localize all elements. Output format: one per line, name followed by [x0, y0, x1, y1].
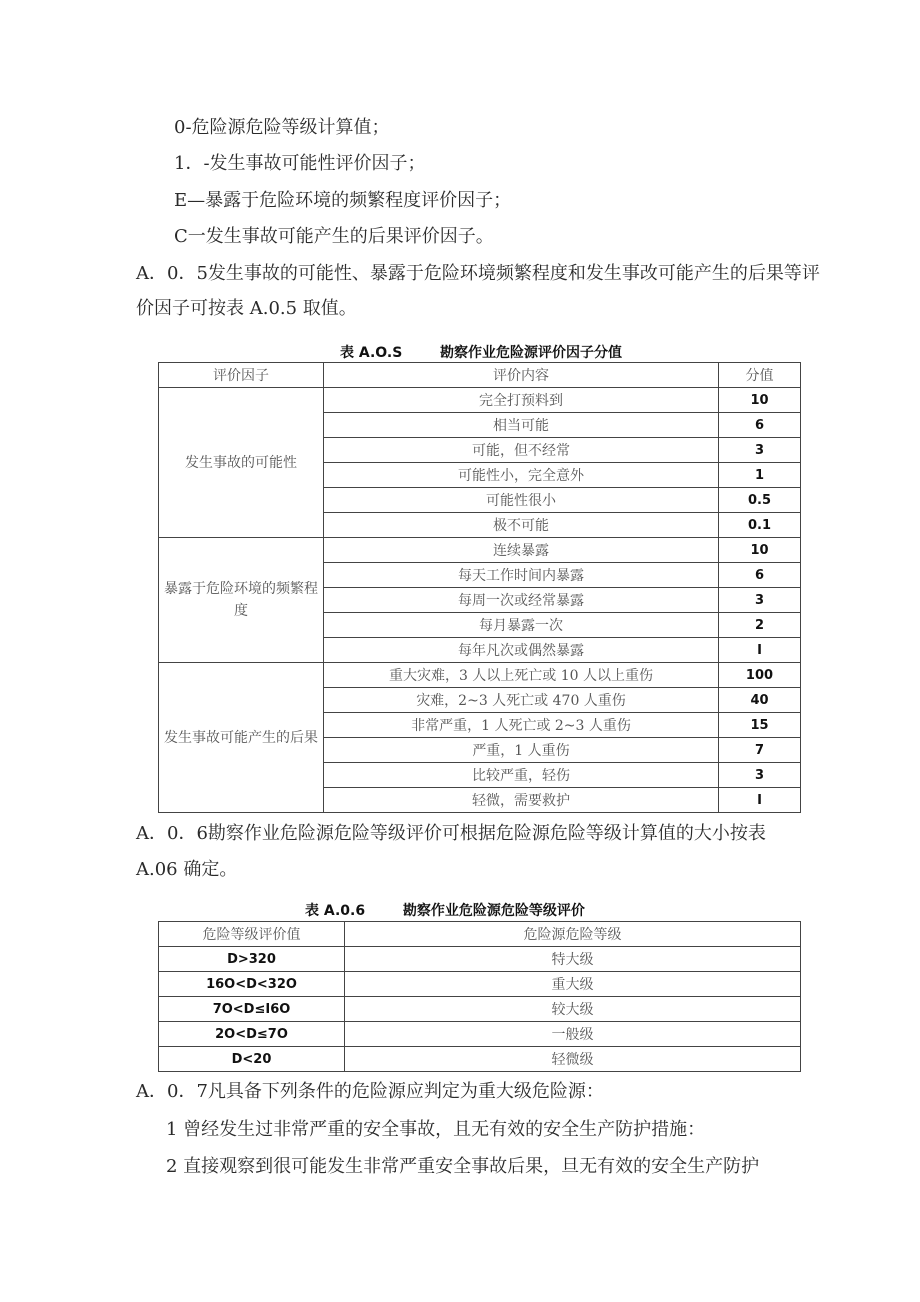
para-a06-line1: A．0．6勘察作业危险源危险等级评价可根据危险源危险等级计算值的大小按表	[136, 823, 766, 844]
definition-e: E—暴露于危险环境的频繁程度评价因子；	[174, 190, 512, 211]
content-cell: 轻微，需要救护	[324, 788, 719, 813]
table2-caption-number: 表 A.0.6	[305, 903, 366, 919]
definition-c: C一发生事故可能产生的后果评价因子。	[174, 226, 494, 247]
header-content: 评价内容	[324, 363, 719, 388]
eval-value-cell: 2O<D≤7O	[159, 1022, 345, 1047]
content-cell: 完全打预料到	[324, 388, 719, 413]
header-eval-value: 危险等级评价值	[159, 922, 345, 947]
content-cell: 可能，但不经常	[324, 438, 719, 463]
definition-d: 0-危险源危险等级计算值；	[174, 117, 390, 138]
eval-value-cell: 7O<D≤I6O	[159, 997, 345, 1022]
content-cell: 可能性很小	[324, 488, 719, 513]
table-row	[159, 388, 801, 413]
para-a07-item1: 1 曾经发生过非常严重的安全事故，且无有效的安全生产防护措施：	[166, 1119, 706, 1140]
score-cell: I	[719, 788, 801, 813]
score-cell: 2	[719, 613, 801, 638]
score-cell: 6	[719, 563, 801, 588]
score-cell: 7	[719, 738, 801, 763]
para-a05-line2: 价因子可按表 A.0.5 取值。	[136, 298, 357, 319]
table-row	[159, 972, 801, 997]
score-cell: 0.5	[719, 488, 801, 513]
score-cell: I	[719, 638, 801, 663]
table-row	[159, 997, 801, 1022]
eval-value-cell: D>320	[159, 947, 345, 972]
table2-caption	[305, 900, 585, 920]
para-a05-line1: A．0．5发生事故的可能性、暴露于危险环境频繁程度和发生事改可能产生的后果等评	[136, 263, 820, 284]
para-a07-item2: 2 直接观察到很可能发生非常严重安全事故后果，旦无有效的安全生产防护	[166, 1156, 760, 1177]
content-cell: 重大灾难，3 人以上死亡或 10 人以上重伤	[324, 663, 719, 688]
score-cell: 3	[719, 588, 801, 613]
content-cell: 每年凡次或偶然暴露	[324, 638, 719, 663]
content-cell: 每月暴露一次	[324, 613, 719, 638]
hazard-level-cell: 一般级	[345, 1022, 801, 1047]
table1-caption-title: 勘察作业危险源评价因子分值	[440, 345, 623, 361]
content-cell: 每天工作时间内暴露	[324, 563, 719, 588]
score-cell: 100	[719, 663, 801, 688]
hazard-level-cell: 轻微级	[345, 1047, 801, 1072]
para-a06-line2: A.06 确定。	[136, 859, 238, 880]
content-cell: 相当可能	[324, 413, 719, 438]
factor-likelihood: 发生事故的可能性	[159, 388, 324, 538]
content-cell: 极不可能	[324, 513, 719, 538]
content-cell: 比较严重，轻伤	[324, 763, 719, 788]
hazard-level-table	[158, 921, 801, 1072]
table-row	[159, 1022, 801, 1047]
score-cell: 10	[719, 538, 801, 563]
hazard-level-cell: 重大级	[345, 972, 801, 997]
table1-caption	[340, 342, 622, 362]
table-row	[159, 538, 801, 563]
score-cell: 6	[719, 413, 801, 438]
factor-consequence: 发生事故可能产生的后果	[159, 663, 324, 813]
factor-exposure: 暴露于危险环境的频繁程度	[159, 538, 324, 663]
table1-caption-number: 表 A.O.S	[340, 345, 403, 361]
table-row	[159, 947, 801, 972]
content-cell: 灾难，2~3 人死亡或 470 人重伤	[324, 688, 719, 713]
score-cell: 0.1	[719, 513, 801, 538]
eval-value-cell: D<20	[159, 1047, 345, 1072]
hazard-level-cell: 特大级	[345, 947, 801, 972]
header-score: 分值	[719, 363, 801, 388]
header-hazard-level: 危险源危险等级	[345, 922, 801, 947]
content-cell: 非常严重，1 人死亡或 2~3 人重伤	[324, 713, 719, 738]
risk-factor-table	[158, 362, 801, 813]
score-cell: 3	[719, 438, 801, 463]
table-row	[159, 663, 801, 688]
definition-l: 1．-发生事故可能性评价因子；	[174, 153, 426, 174]
score-cell: 40	[719, 688, 801, 713]
score-cell: 3	[719, 763, 801, 788]
score-cell: 1	[719, 463, 801, 488]
table-row	[159, 1047, 801, 1072]
content-cell: 严重，1 人重伤	[324, 738, 719, 763]
para-a07-line1: A．0．7凡具备下列条件的危险源应判定为重大级危险源：	[136, 1081, 604, 1102]
content-cell: 可能性小，完全意外	[324, 463, 719, 488]
score-cell: 10	[719, 388, 801, 413]
content-cell: 每周一次或经常暴露	[324, 588, 719, 613]
content-cell: 连续暴露	[324, 538, 719, 563]
header-factor: 评价因子	[159, 363, 324, 388]
table2-caption-title: 勘察作业危险源危险等级评价	[402, 903, 585, 919]
eval-value-cell: 16O<D<32O	[159, 972, 345, 997]
score-cell: 15	[719, 713, 801, 738]
hazard-level-cell: 较大级	[345, 997, 801, 1022]
